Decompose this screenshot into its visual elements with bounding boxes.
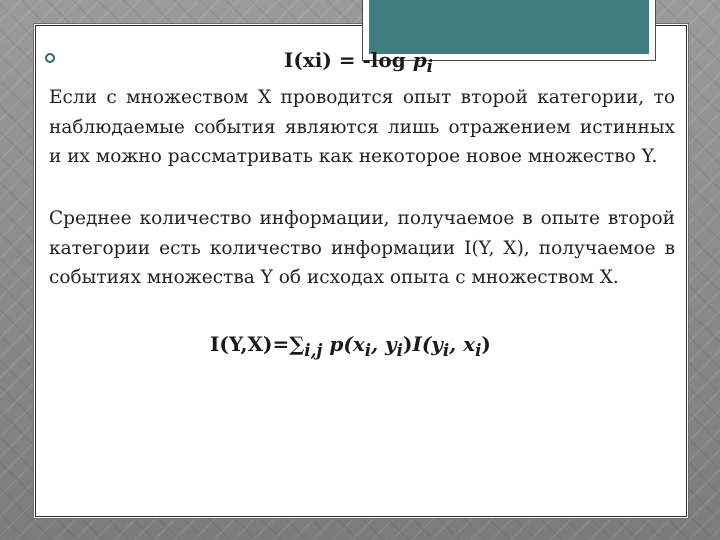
sum-symbol: ∑ <box>289 332 305 356</box>
formula-var: p <box>412 48 427 72</box>
formula2-sub3: i <box>442 340 450 360</box>
formula2-close1: ) <box>402 332 413 356</box>
bullet-ring-icon <box>45 53 55 63</box>
formula2-args1: (x <box>343 332 365 356</box>
sum-subscript: i,j <box>304 340 323 360</box>
formula-sub: i <box>426 56 433 76</box>
formula-lhs: I(xi) = -log <box>284 48 406 72</box>
formula2-args2: (y <box>421 332 443 356</box>
paragraph-2: Среднее количество информации, получаемое в опыте второй категории есть количество информации I(Y, X), получаемое в событиях множества Y об исходах опыта с множеством X. <box>49 208 675 288</box>
formula2-comma1: , y <box>371 332 397 356</box>
formula2-comma2: , x <box>449 332 476 356</box>
formula2-sub2: i <box>396 340 403 360</box>
formula2-lhs: I(Y,X)= <box>210 332 290 356</box>
formula2-close2: ) <box>481 332 491 356</box>
formula2-p: p <box>329 332 344 356</box>
formula2-sub1: i <box>364 340 372 360</box>
formula2-I: I <box>412 332 422 356</box>
mutual-information-formula <box>210 332 491 360</box>
title-decoration-fill <box>369 0 649 54</box>
information-formula <box>284 48 433 76</box>
formula2-sub4: i <box>475 340 482 360</box>
paragraph-1: Если с множеством X проводится опыт второй категории, то наблюдаемые события являются лишь отражением истинных и их можно рассматривать как некоторое новое множество Y. <box>49 87 675 167</box>
